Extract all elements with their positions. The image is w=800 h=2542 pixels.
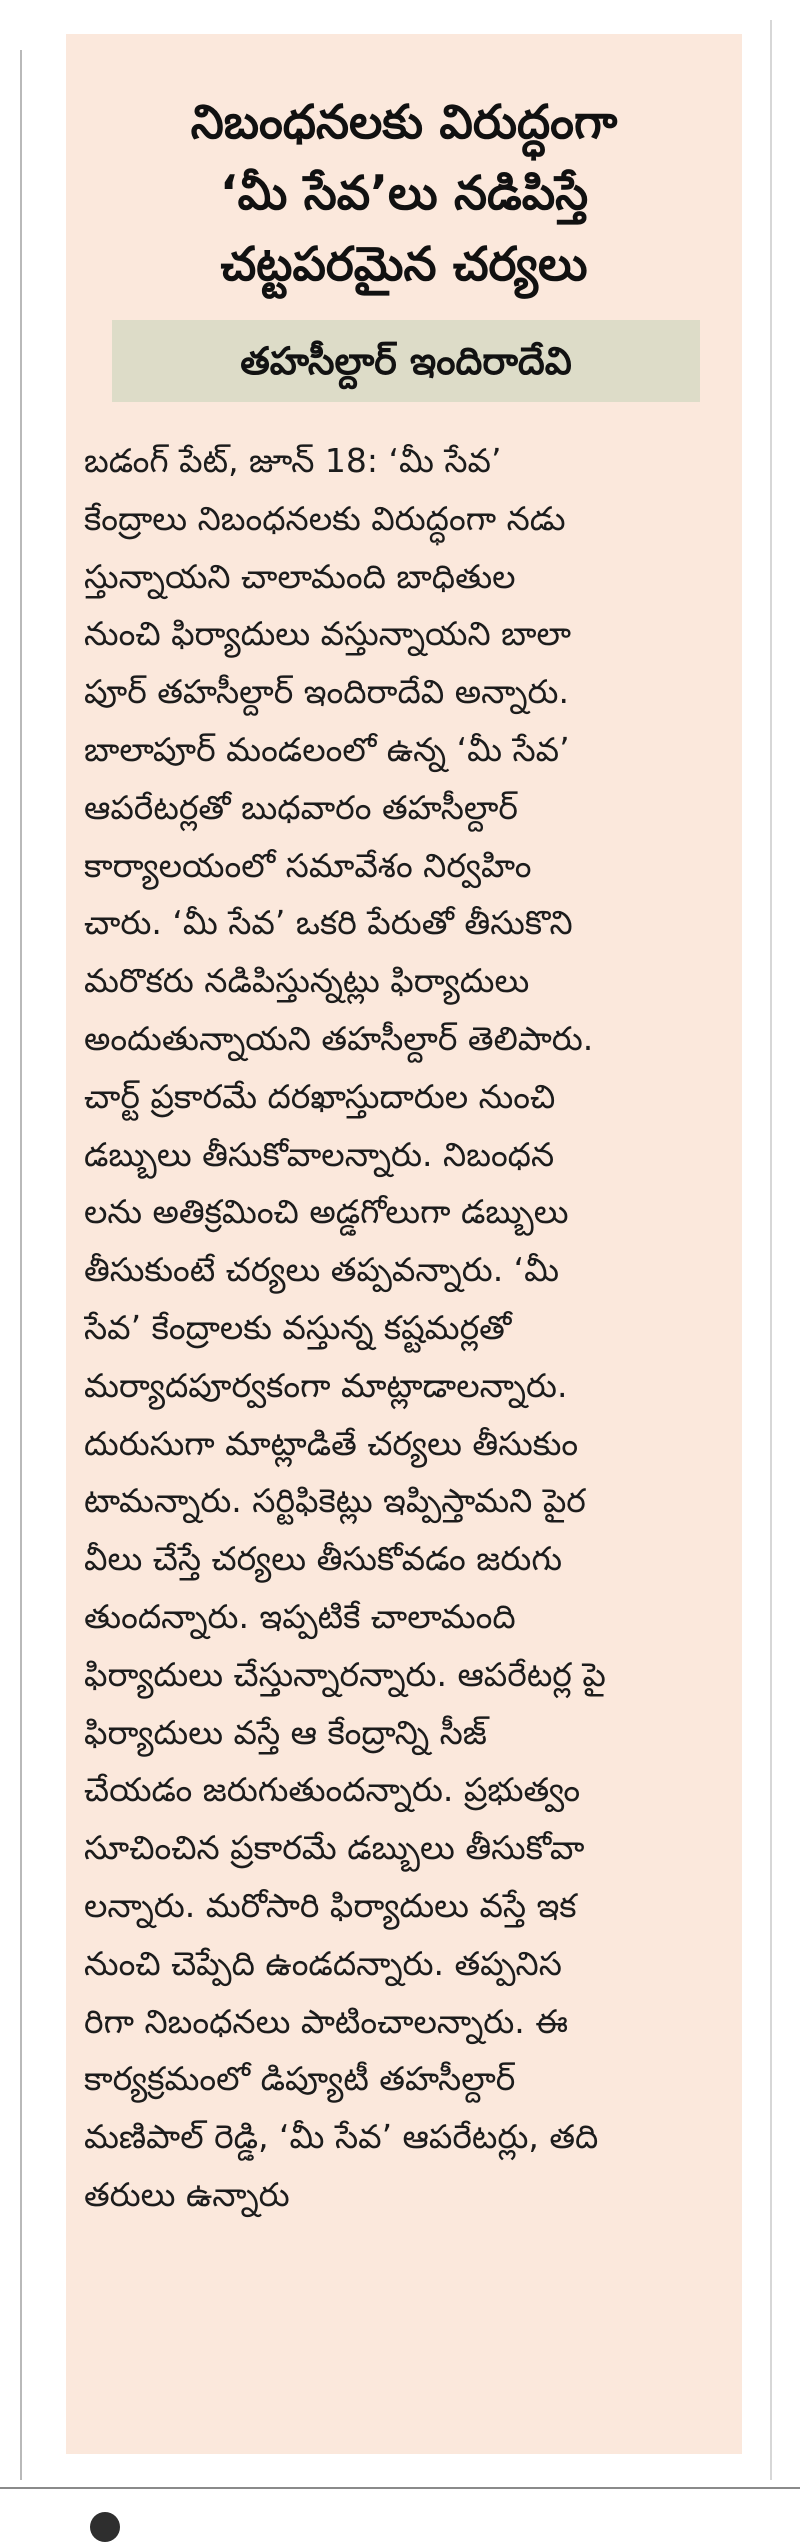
body-line: తుందన్నారు. ఇప్పటికే చాలామంది — [84, 1596, 516, 1636]
bottom-page-rule — [0, 2487, 800, 2489]
body-line: కార్యాలయంలో సమావేశం నిర్వహిం — [84, 845, 532, 885]
body-line: రిగా నిబంధనలు పాటించాలన్నారు. ఈ — [84, 2001, 569, 2041]
body-line: స్తున్నాయని చాలామంది బాధితుల — [84, 556, 516, 596]
body-line: చేయడం జరుగుతుందన్నారు. ప్రభుత్వం — [84, 1770, 581, 1810]
left-column-rule — [20, 50, 22, 2480]
body-line: డబ్బులు తీసుకోవాలన్నారు. నిబంధన — [84, 1134, 555, 1174]
body-line: మణిపాల్ రెడ్డి, ‘మీ సేవ’ ఆపరేటర్లు, తది — [84, 2117, 599, 2157]
body-line: తీసుకుంటే చర్యలు తప్పవన్నారు. ‘మీ — [84, 1250, 560, 1290]
body-line: మరొకరు నడిపిస్తున్నట్లు ఫిర్యాదులు — [84, 961, 530, 1001]
body-line: కేంద్రాలు నిబంధనలకు విరుద్ధంగా నడు — [84, 498, 566, 538]
headline-line: చట్టపరమైన చర్యలు — [220, 237, 588, 293]
body-line: బాలాపూర్ మండలంలో ఉన్న ‘మీ సేవ’ — [84, 729, 570, 769]
body-line: ఫిర్యాదులు వస్తే ఆ కేంద్రాన్ని సీజ్ — [84, 1712, 487, 1752]
body-line: సూచించిన ప్రకారమే డబ్బులు తీసుకోవా — [84, 1828, 585, 1868]
body-line: వీలు చేస్తే చర్యలు తీసుకోవడం జరుగు — [84, 1539, 562, 1579]
right-column-rule — [770, 20, 772, 2480]
body-line: నుంచి చెప్పేది ఉండదన్నారు. తప్పనిస — [84, 1943, 562, 1983]
body-line: చారు. ‘మీ సేవ’ ఒకరి పేరుతో తీసుకొని — [84, 903, 573, 943]
headline-line: నిబంధనలకు విరుద్ధంగా — [190, 95, 618, 151]
body-line: సేవ’ కేంద్రాలకు వస్తున్న కష్టమర్లతో — [84, 1307, 512, 1347]
body-line: అందుతున్నాయని తహసీల్దార్ తెలిపారు. — [84, 1018, 594, 1058]
news-article — [66, 34, 742, 2454]
source-kicker: తహసీల్దార్ ఇందిరాదేవి — [240, 339, 572, 383]
body-line: నుంచి ఫిర్యాదులు వస్తున్నాయని బాలా — [84, 614, 572, 654]
headline-line: ‘మీ సేవ’లు నడిపిస్తే — [219, 166, 589, 222]
body-line: పూర్ తహసీల్దార్ ఇందిరాదేవి అన్నారు. — [84, 672, 569, 712]
source-kicker-box — [112, 320, 700, 402]
body-line: టామన్నారు. సర్టిఫికెట్లు ఇప్పిస్తామని పైర — [84, 1481, 586, 1521]
body-line: తరులు ఉన్నారు — [84, 2174, 290, 2214]
body-line: దురుసుగా మాట్లాడితే చర్యలు తీసుకుం — [84, 1423, 579, 1463]
article-headline — [66, 87, 742, 300]
body-line: ఫిర్యాదులు చేస్తున్నారన్నారు. ఆపరేటర్ల పై — [84, 1654, 606, 1694]
article-body — [84, 432, 732, 2224]
body-line: ఆపరేటర్లతో బుధవారం తహసీల్దార్ — [84, 787, 518, 827]
body-line: లన్నారు. మరోసారి ఫిర్యాదులు వస్తే ఇక — [84, 1885, 577, 1925]
body-line: కార్యక్రమంలో డిప్యూటీ తహసీల్దార్ — [84, 2059, 516, 2099]
body-line: బడంగ్ పేట్, జూన్ 18: ‘మీ సేవ’ — [84, 441, 502, 480]
body-line: మర్యాదపూర్వకంగా మాట్లాడాలన్నారు. — [84, 1365, 568, 1405]
body-line: చార్ట్ ప్రకారమే దరఖాస్తుదారుల నుంచి — [84, 1076, 556, 1116]
page-corner-mark — [90, 2512, 120, 2542]
body-line: లను అతిక్రమించి అడ్డగోలుగా డబ్బులు — [84, 1192, 569, 1232]
